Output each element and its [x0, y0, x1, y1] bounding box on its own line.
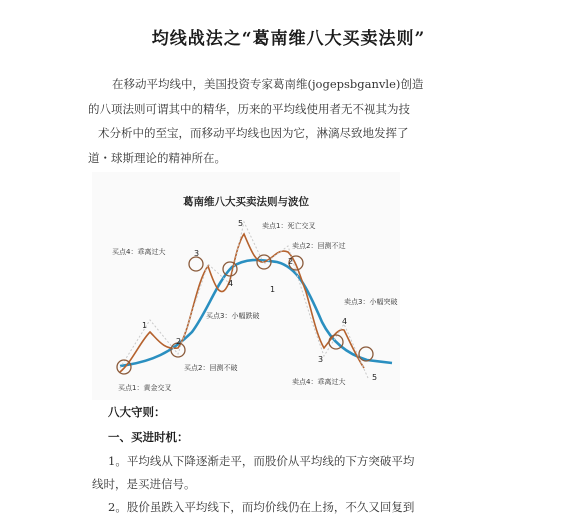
diagram-svg: [92, 172, 400, 400]
section-subheading: 一、买进时机：: [108, 430, 189, 444]
sell-point-4-label: 卖点4：乖离过大: [292, 378, 346, 386]
sell-point-2-label: 卖点2：回测不过: [292, 242, 346, 250]
sell-point-1-label: 卖点1：死亡交叉: [262, 222, 316, 230]
intro-line: 的八项法则可谓其中的精华，历来的平均线使用者无不视其为技: [88, 101, 410, 116]
wave-number: 1: [142, 321, 148, 330]
buy-point-4-circle: [189, 257, 203, 271]
intro-line: 在移动平均线中，美国投资专家葛南维(jogepsbganvle)创造: [112, 77, 424, 91]
intro-line: 道・球斯理论的精神所在。: [88, 150, 226, 165]
diagram-title: 葛南维八大买卖法则与波位: [183, 196, 309, 208]
intro-line: 术分析中的至宝，而移动平均线也因为它，淋漓尽致地发挥了: [98, 126, 409, 140]
buy-point-2-label: 买点2：回测不破: [184, 364, 238, 372]
wave-number: 4: [228, 279, 234, 288]
wave-number: 3: [318, 355, 324, 364]
buy-point-1-label: 买点1：黄金交叉: [118, 384, 172, 392]
intro-paragraph: [88, 72, 488, 170]
wave-number: 2: [288, 257, 294, 266]
document-title: 均线战法之“葛南维八大买卖法则”: [151, 29, 426, 49]
wave-number: 1: [270, 285, 276, 294]
wave-number: 5: [238, 219, 244, 228]
rule-2-line-1: 2。股价虽跌入平均线下，而均价线仍在上扬，不久又回复到: [108, 500, 415, 514]
wave-number: 5: [372, 373, 378, 382]
sell-point-3-label: 卖点3：小幅突破: [344, 298, 398, 306]
wave-number: 4: [342, 317, 348, 326]
buy-point-3-label: 买点3：小幅跌破: [206, 312, 260, 320]
rule-1-line-1: 1。平均线从下降逐渐走平，而股价从平均线的下方突破平均: [108, 454, 415, 468]
wave-number: 3: [194, 249, 200, 258]
wave-number: 2: [176, 337, 182, 346]
granville-rules-diagram: [92, 172, 400, 400]
rule-1-line-2: 线时，是买进信号。: [92, 477, 196, 491]
section-heading: 八大守则：: [108, 405, 166, 419]
buy-point-4-label: 买点4：乖离过大: [112, 248, 166, 256]
